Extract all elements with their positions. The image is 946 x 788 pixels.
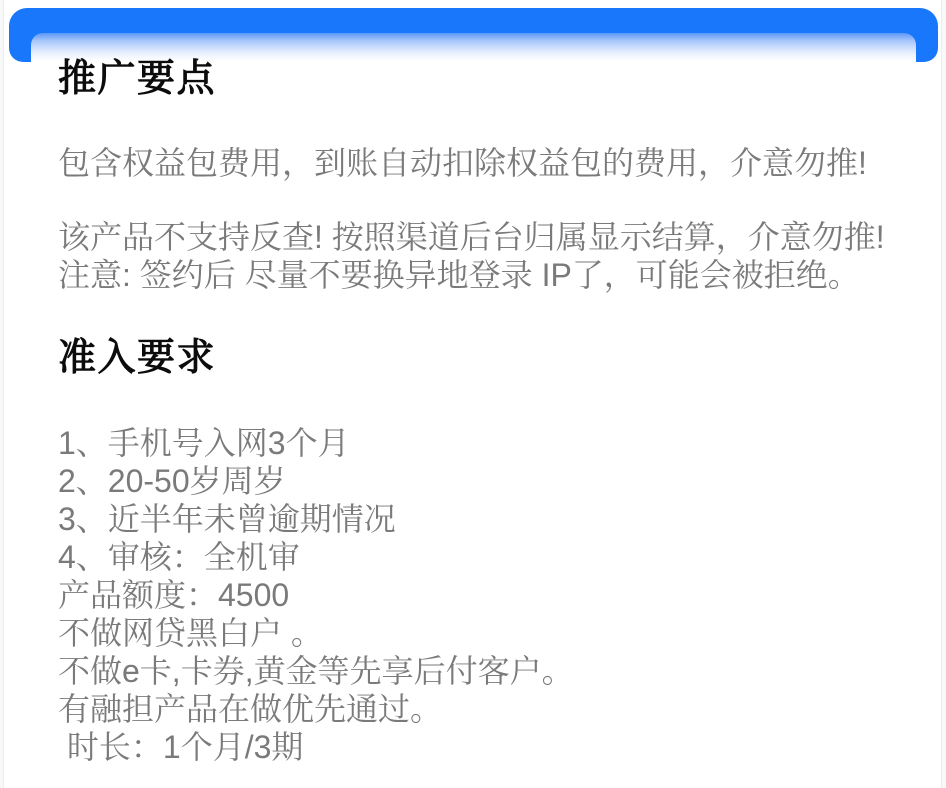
requirements-list bbox=[58, 424, 905, 766]
promo-line-1: 包含权益包费用，到账自动扣除权益包的费用，介意勿推! bbox=[58, 145, 867, 181]
promo-paragraph-1 bbox=[58, 144, 905, 182]
requirement-item: 2、20-50岁周岁 bbox=[58, 463, 286, 499]
requirement-item: 不做网贷黑白户 。 bbox=[58, 615, 323, 651]
requirement-item: 时长：1个月/3期 bbox=[58, 729, 304, 765]
promo-paragraph-2 bbox=[58, 218, 905, 294]
requirement-item: 3、近半年未曾逾期情况 bbox=[58, 501, 396, 537]
requirement-item: 有融担产品在做优先通过。 bbox=[58, 691, 443, 727]
requirement-item: 不做e卡,卡券,黄金等先享后付客户。 bbox=[58, 653, 574, 689]
requirement-item: 4、审核：全机审 bbox=[58, 539, 300, 575]
promo-line-3: 注意: 签约后 尽量不要换异地登录 IP了，可能会被拒绝。 bbox=[58, 257, 860, 293]
requirement-item: 1、手机号入网3个月 bbox=[58, 425, 350, 461]
promo-heading: 推广要点 bbox=[58, 58, 217, 100]
requirements-heading: 准入要求 bbox=[58, 337, 217, 379]
requirement-item: 产品额度：4500 bbox=[58, 577, 290, 613]
promo-line-2: 该产品不支持反查! 按照渠道后台归属显示结算，介意勿推! bbox=[58, 219, 885, 255]
content-card bbox=[3, 0, 942, 788]
